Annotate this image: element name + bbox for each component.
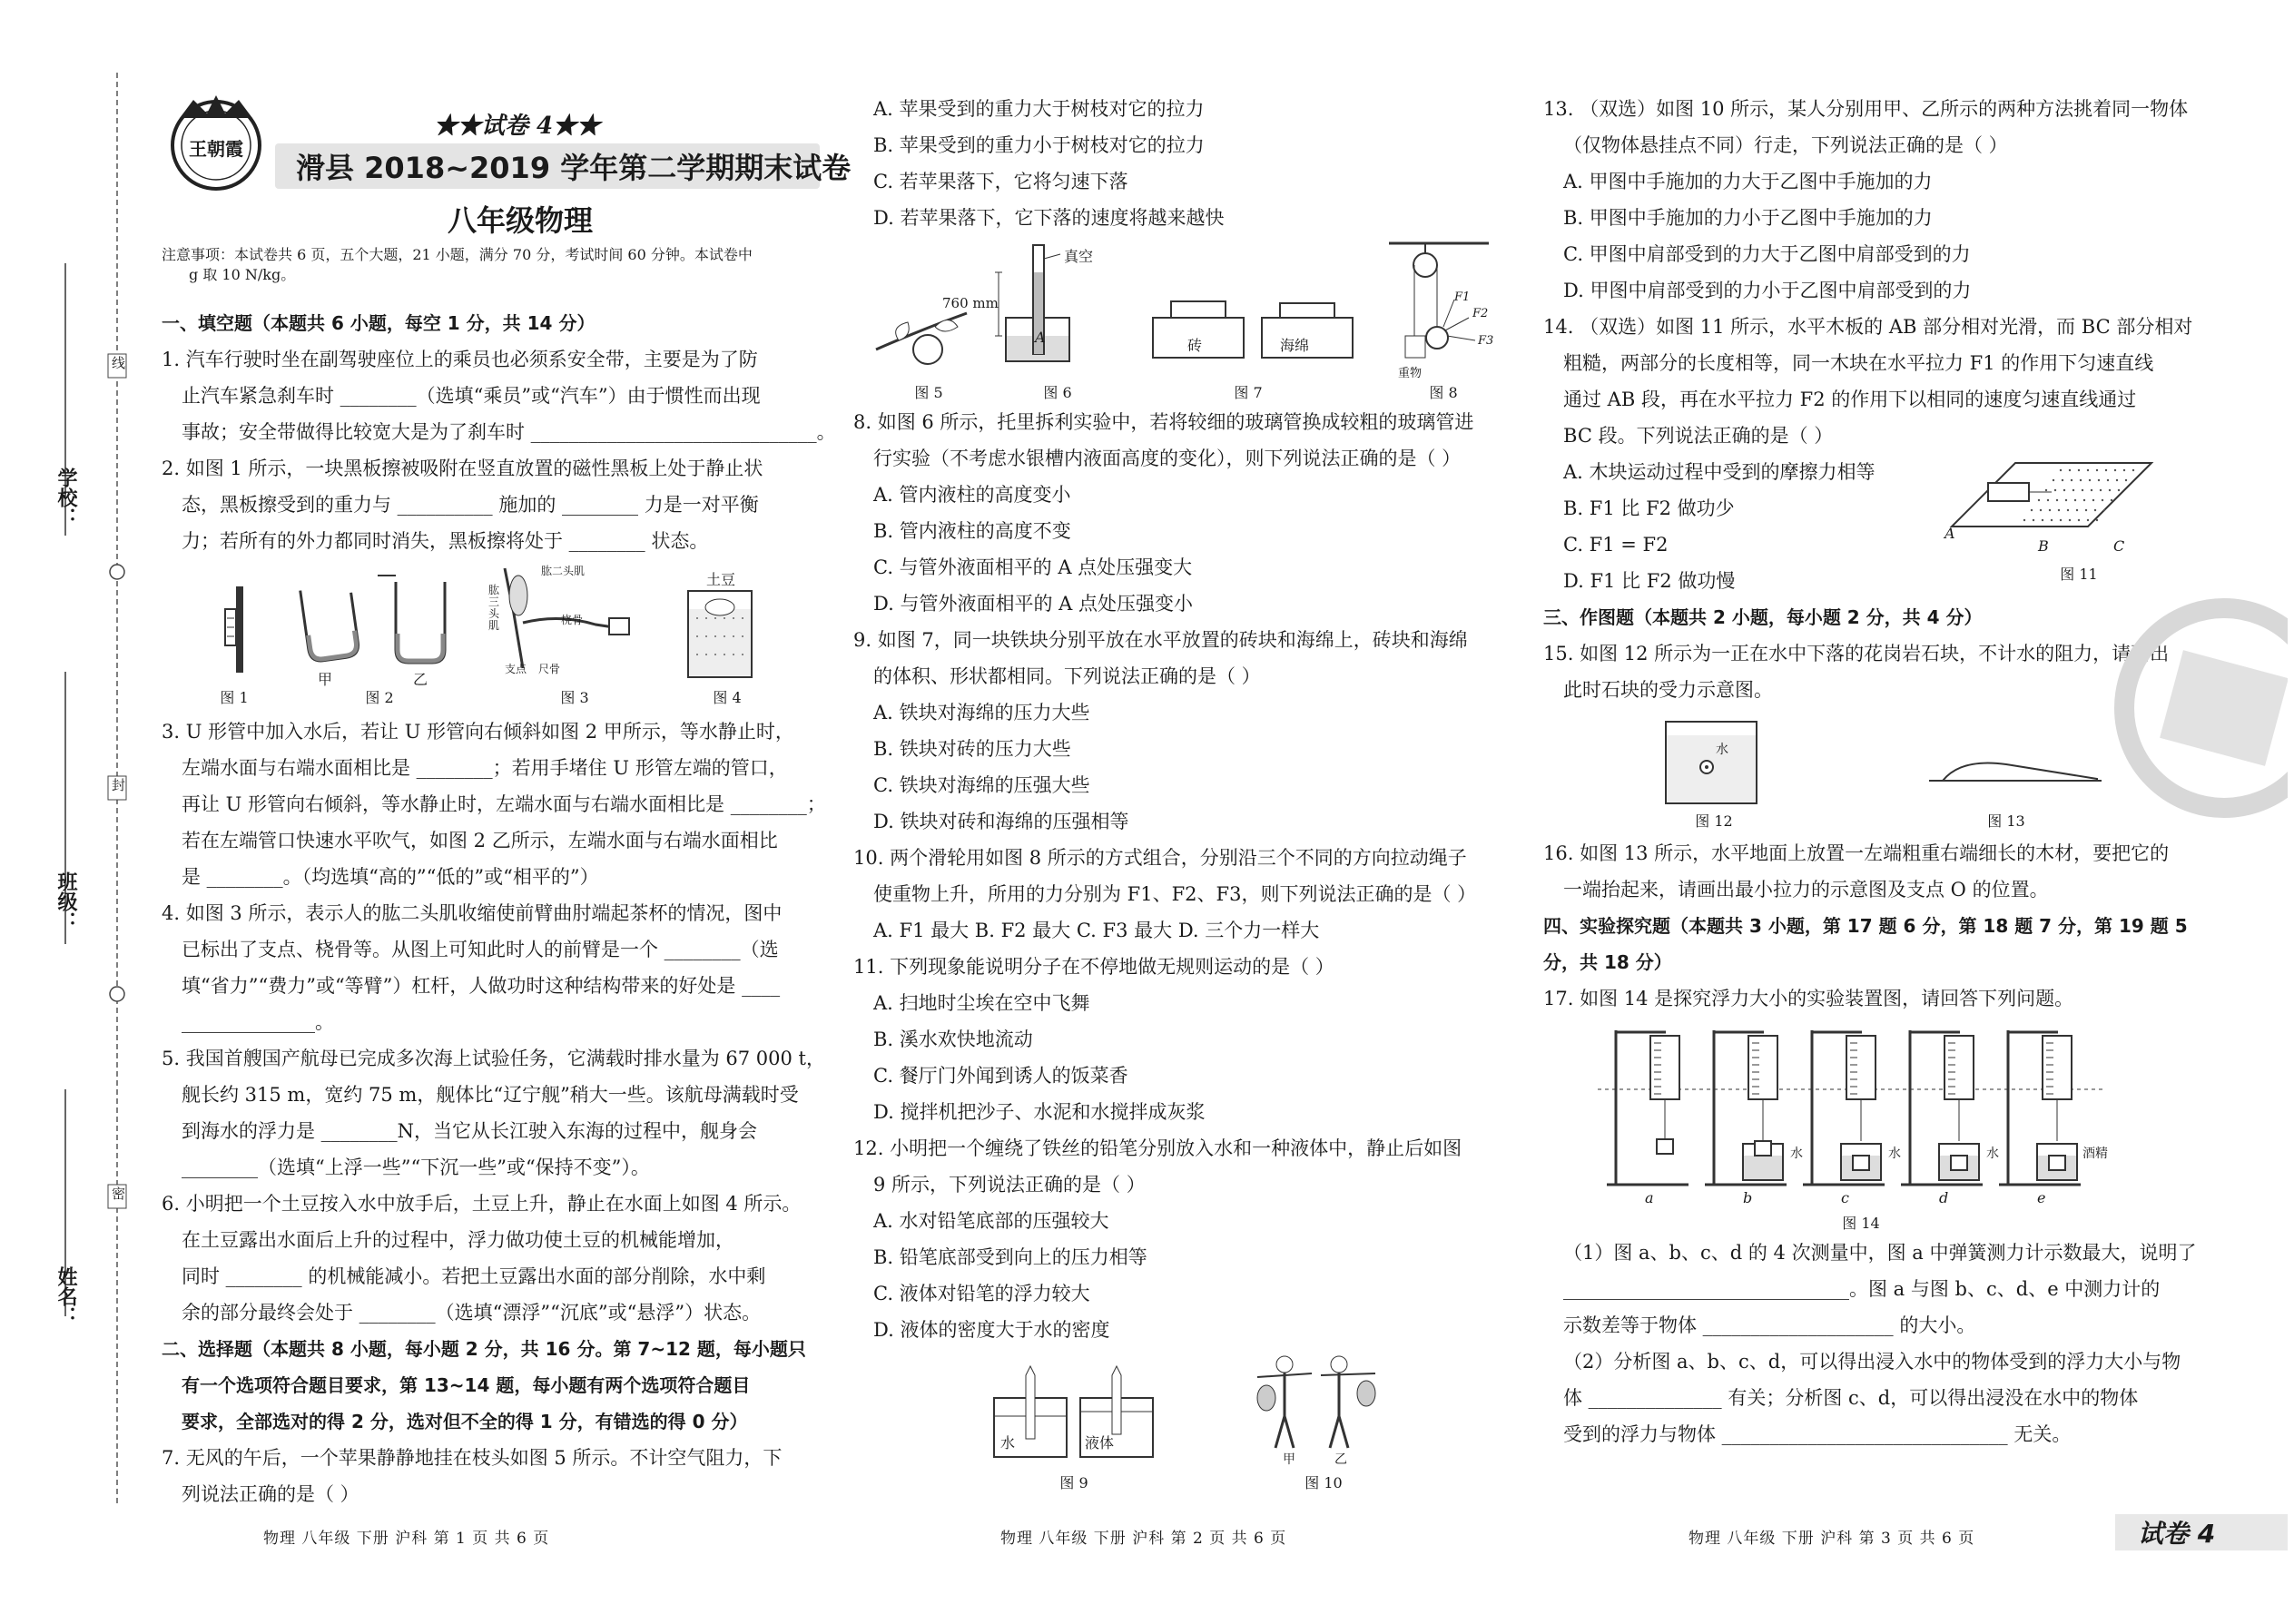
- question-line: 17. 如图 14 是探究浮力大小的实验装置图，请回答下列问题。: [1543, 988, 2074, 1009]
- paper-label: ★★试卷 4★★: [434, 113, 601, 140]
- question-line: 态，黑板擦受到的重力与 __________ 施加的 ________ 力是一对平衡: [182, 494, 759, 516]
- figure-caption: 图 8: [1429, 384, 1458, 401]
- figure-8-label: F1: [1454, 290, 1471, 304]
- notice-line: 注意事项：本试卷共 6 页，五个大题，21 小题，满分 70 分，考试时间 60 分钟。本试卷中: [162, 246, 753, 263]
- figure-11-board: [1943, 454, 2161, 545]
- option-line: B. 甲图中手施加的力小于乙图中手施加的力: [1563, 207, 1933, 229]
- figure-6-label: 真空: [1064, 248, 1094, 265]
- question-line: 5. 我国首艘国产航母已完成多次海上试验任务，它满载时排水量为 67 000 t，: [162, 1048, 825, 1069]
- q14-block: [1543, 454, 2197, 599]
- class-label: 班级：: [54, 871, 78, 931]
- option-line: A. 木块运动过程中受到的摩擦力相等: [1563, 461, 1876, 483]
- figure-8-label: F2: [1472, 307, 1489, 320]
- question-line: 同时 ________ 的机械能减小。若把土豆露出水面的部分削除，水中剩: [182, 1265, 766, 1287]
- figure-14-buoyancy-setup: [1543, 1017, 2197, 1235]
- figure-9-label: 液体: [1085, 1434, 1115, 1452]
- option-line: B. 苹果受到的重力小于树枝对它的拉力: [873, 134, 1205, 156]
- option-line: C. 餐厅门外闻到诱人的饭菜香: [873, 1065, 1128, 1087]
- option-line: A. 管内液柱的高度变小: [873, 484, 1071, 506]
- figure-11-label: A: [1944, 525, 1955, 542]
- option-line: B. 溪水欢快地流动: [873, 1029, 1033, 1050]
- figure-caption: 图 4: [713, 689, 742, 706]
- figure-caption: 图 12: [1695, 812, 1733, 830]
- column-2: [853, 91, 1507, 1502]
- question-line: 是 ________。（均选填“高的”“低的”或“相平的”）: [182, 866, 599, 888]
- figure-7-label: 砖: [1187, 337, 1203, 354]
- option-line: B. 铅笔底部受到向上的压力相等: [873, 1246, 1147, 1268]
- figure-7-brick-sponge: [1148, 290, 1357, 363]
- question-line: 1. 汽车行驶时坐在副驾驶座位上的乘员也必须系安全带，主要是为了防: [162, 349, 758, 370]
- question-line: 使重物上升，所用的力分别为 F1、F2、F3，则下列说法正确的是（ ）: [873, 883, 1477, 905]
- fig14-sub-label: e: [2037, 1189, 2046, 1206]
- notice: [162, 245, 815, 285]
- exam-subtitle: 八年级物理: [448, 203, 594, 238]
- figure-6-torricelli: [988, 236, 1124, 372]
- option-line: D. 铁块对砖和海绵的压强相等: [873, 811, 1129, 832]
- question-line: 10. 两个滑轮用如图 8 所示的方式组合，分别沿三个不同的方向拉动绳子: [853, 847, 1467, 869]
- section-title: 三、作图题（本题共 2 小题，每小题 2 分，共 4 分）: [1543, 606, 1983, 628]
- figure-caption: 图 9: [1059, 1474, 1088, 1491]
- fig14-sub-label: b: [1743, 1189, 1753, 1206]
- option-line: C. F1 = F2: [1563, 534, 1669, 556]
- figure-2b-label: 乙: [412, 671, 428, 688]
- option-line: A. F1 最大 B. F2 最大 C. F3 最大 D. 三个力一样大: [873, 920, 1320, 941]
- fig14-sub-label: c: [1841, 1189, 1849, 1206]
- watermark-stamp-icon: [2106, 590, 2288, 826]
- figure-caption: 图 10: [1305, 1474, 1343, 1491]
- question-line: 力；若所有的外力都同时消失，黑板擦将处于 ________ 状态。: [182, 530, 709, 552]
- question-line: 填“省力”“费力”或“等臂”）杠杆，人做功时这种结构带来的好处是 ____: [182, 975, 781, 997]
- option-line: D. 与管外液面相平的 A 点处压强变小: [873, 593, 1193, 615]
- question-line: 15. 如图 12 所示为一正在水中下落的花岗岩石块，不计水的阻力，请画出: [1543, 643, 2170, 664]
- question-line: 7. 无风的午后，一个苹果静静地挂在枝头如图 5 所示。不计空气阻力，下: [162, 1447, 783, 1469]
- logo-text: 王朝霞: [189, 138, 243, 160]
- option-line: A. 铁块对海绵的压力大些: [873, 702, 1090, 723]
- option-line: A. 水对铅笔底部的压强较大: [873, 1210, 1109, 1232]
- figures-12-13: [1543, 708, 2197, 835]
- notice-line: g 取 10 N/kg。: [189, 266, 296, 283]
- figure-6-label: 760 mm: [942, 295, 999, 311]
- option-line: D. 液体的密度大于水的密度: [873, 1319, 1110, 1341]
- question-line: 行实验（不考虑水银槽内液面高度的变化），则下列说法正确的是（ ）: [873, 448, 1462, 469]
- exam-title: 滑县 2018~2019 学年第二学期期末试卷: [296, 151, 852, 185]
- figure-3-label: 桡骨: [561, 614, 584, 626]
- figure-caption: 图 1: [220, 689, 249, 706]
- header: [162, 0, 852, 245]
- binding-mark-secret: 密: [110, 1186, 126, 1200]
- section-title: 四、实验探究题（本题共 3 小题，第 17 题 6 分，第 18 题 7 分，第 19 题 5: [1543, 915, 2188, 937]
- question-line: 粗糙，两部分的长度相等，同一木块在水平拉力 F1 的作用下匀速直线: [1563, 352, 2154, 374]
- section-title: 二、选择题（本题共 8 小题，每小题 2 分，共 16 分。第 7~12 题，每小题只: [162, 1338, 806, 1360]
- question-line: 到海水的浮力是 ________N，当它从长江驶入东海的过程中，舰身会: [182, 1120, 758, 1142]
- section-title: 有一个选项符合题目要求，第 13~14 题，每小题有两个选项符合题目: [182, 1374, 751, 1396]
- figure-13-log: [1925, 744, 2106, 790]
- fig14-sub-label: a: [1645, 1189, 1654, 1206]
- figure-12-label: 水: [1716, 743, 1728, 757]
- option-line: B. F1 比 F2 做功少: [1563, 497, 1735, 519]
- question-line: （1）图 a、b、c、d 的 4 次测量中，图 a 中弹簧测力计示数最大，说明了: [1563, 1242, 2197, 1264]
- school-label: 学校：: [54, 468, 78, 527]
- question-line: ________（选填“上浮一些”“下沉一些”或“保持不变”）。: [182, 1156, 650, 1178]
- question-line: 14. （双选）如图 11 所示，水平木板的 AB 部分相对光滑，而 BC 部分相对: [1543, 316, 2193, 338]
- question-line: BC 段。下列说法正确的是（ ）: [1563, 425, 1834, 447]
- figure-10-carriers: [1253, 1348, 1380, 1466]
- question-line: 舰长约 315 m，宽约 75 m，舰体比“辽宁舰”稍大一些。该航母满载时受: [182, 1084, 799, 1106]
- question-line: （仅物体悬挂点不同）行走，下列说法正确的是（ ）: [1563, 134, 2008, 156]
- question-line: 若在左端管口快速水平吹气，如图 2 乙所示，左端水面与右端水面相比: [182, 830, 778, 851]
- figure-caption: 图 5: [914, 384, 943, 401]
- question-line: 4. 如图 3 所示，表示人的肱二头肌收缩使前臂曲肘端起茶杯的情况，图中: [162, 902, 783, 924]
- question-line: 列说法正确的是（ ）: [182, 1483, 359, 1505]
- question-line: 事故；安全带做得比较宽大是为了刹车时 ______________________________。: [182, 421, 836, 443]
- figure-caption: 图 6: [1043, 384, 1072, 401]
- figure-caption: 图 11: [2060, 566, 2098, 583]
- binding-mark-seal: 封: [110, 778, 126, 792]
- binding-mark-line: 线: [110, 356, 126, 369]
- figure-8-label: F3: [1478, 334, 1494, 348]
- option-line: B. 管内液柱的高度不变: [873, 520, 1071, 542]
- figure-10-label: 甲: [1283, 1452, 1295, 1467]
- figure-12-stone-in-water: [1661, 717, 1761, 808]
- figure-2-u-tubes: [269, 568, 468, 677]
- option-line: C. 若苹果落下，它将匀速下落: [873, 171, 1128, 192]
- option-line: C. 与管外液面相平的 A 点处压强变大: [873, 556, 1193, 578]
- question-line: 再让 U 形管向右倾斜，等水静止时，左端水面与右端水面相比是 ________；: [182, 793, 826, 815]
- fig14-liquid-label: 酒精: [2082, 1147, 2108, 1161]
- figure-8-label: 重物: [1398, 367, 1423, 380]
- option-line: D. F1 比 F2 做功慢: [1563, 570, 1736, 592]
- figure-caption: 图 13: [1987, 812, 2025, 830]
- question-line: 通过 AB 段，再在水平拉力 F2 的作用下以相同的速度匀速直线通过: [1563, 389, 2137, 410]
- name-label: 姓名：: [54, 1266, 78, 1326]
- question-line: 16. 如图 13 所示，水平地面上放置一左端粗重右端细长的木材，要把它的: [1543, 842, 2170, 864]
- question-line: 体 ______________ 有关；分析图 c、d，可以得出浸没在水中的物体: [1563, 1387, 2139, 1409]
- figures-9-10: [853, 1348, 1507, 1502]
- fig14-liquid-label: 水: [1986, 1147, 1999, 1161]
- question-line: 2. 如图 1 所示，一块黑板擦被吸附在竖直放置的磁性黑板上处于静止状: [162, 458, 763, 479]
- figure-4-label: 土豆: [706, 571, 736, 588]
- question-line: 余的部分最终会处于 ________（选填“漂浮”“沉底”或“悬浮”）状态。: [182, 1302, 762, 1324]
- figure-14-drawing: [1598, 1021, 2106, 1203]
- figure-1-blackboard: [209, 577, 263, 677]
- question-line: 示数差等于物体 ____________________ 的大小。: [1563, 1314, 1976, 1336]
- figure-3-label: 肱二头肌: [541, 565, 586, 577]
- question-line: 13. （双选）如图 10 所示，某人分别用甲、乙所示的两种方法挑着同一物体: [1543, 98, 2189, 120]
- option-line: C. 甲图中肩部受到的力大于乙图中肩部受到的力: [1563, 243, 1971, 265]
- figure-2a-label: 甲: [317, 671, 332, 688]
- question-line: ______________。: [182, 1011, 334, 1033]
- fig14-liquid-label: 水: [1790, 1147, 1803, 1161]
- figure-caption: 图 7: [1234, 384, 1263, 401]
- option-line: A. 甲图中手施加的力大于乙图中手施加的力: [1563, 171, 1933, 192]
- figure-3-label: 尺骨: [538, 663, 561, 675]
- figure-4-potato-beaker: [679, 573, 770, 682]
- fig14-liquid-label: 水: [1888, 1147, 1901, 1161]
- question-line: 此时石块的受力示意图。: [1563, 679, 1773, 701]
- figures-5-8: [853, 236, 1507, 404]
- page-footer: 物理 八年级 下册 沪科 第 2 页 共 6 页: [1000, 1530, 1287, 1548]
- question-line: 6. 小明把一个土豆按入水中放手后，土豆上升，静止在水面上如图 4 所示。: [162, 1193, 802, 1215]
- figure-6-label: A: [1035, 329, 1046, 346]
- figure-3-label: 支点: [505, 663, 527, 675]
- corner-label: 试卷 4: [2138, 1519, 2216, 1549]
- question-line: 12. 小明把一个缠绕了铁丝的铅笔分别放入水和一种液体中，静止后如图: [853, 1137, 1462, 1159]
- question-line: 受到的浮力与物体 ______________________________ 无关。: [1563, 1423, 2072, 1445]
- figure-11-label: B: [2038, 537, 2049, 555]
- option-line: C. 液体对铅笔的浮力较大: [873, 1283, 1090, 1304]
- page-footer: 物理 八年级 下册 沪科 第 3 页 共 6 页: [1689, 1530, 1975, 1548]
- figure-11-label: C: [2113, 537, 2125, 555]
- question-line: 在土豆露出水面后上升的过程中，浮力做功使土豆的机械能增加，: [182, 1229, 734, 1251]
- figure-9-pencils: [989, 1362, 1162, 1462]
- option-line: B. 铁块对砖的压力大些: [873, 738, 1071, 760]
- question-line: 左端水面与右端水面相比是 ________；若用手堵住 U 形管左端的管口，: [182, 757, 788, 779]
- question-line: 8. 如图 6 所示，托里拆利实验中，若将较细的玻璃管换成较粗的玻璃管进: [853, 411, 1474, 433]
- question-line: （2）分析图 a、b、c、d，可以得出浸入水中的物体受到的浮力大小与物: [1563, 1351, 2181, 1373]
- question-line: 的体积、形状都相同。下列说法正确的是（ ）: [873, 665, 1261, 687]
- question-line: 已标出了支点、桡骨等。从图上可知此时人的前臂是一个 ________（选: [182, 939, 779, 960]
- figure-caption: 图 3: [560, 689, 589, 706]
- option-line: D. 若苹果落下，它下落的速度将越来越快: [873, 207, 1225, 229]
- section-title: 分，共 18 分）: [1543, 951, 1672, 973]
- page-footer: 物理 八年级 下册 沪科 第 1 页 共 6 页: [263, 1530, 550, 1548]
- question-line: 止汽车紧急刹车时 ________（选填“乘员”或“汽车”）由于惯性而出现: [182, 385, 761, 407]
- question-line: 3. U 形管中加入水后，若让 U 形管向右倾斜如图 2 甲所示，等水静止时，: [162, 721, 794, 743]
- section-title: 要求，全部选对的得 2 分，选对但不全的得 1 分，有错选的得 0 分）: [182, 1411, 748, 1432]
- option-line: A. 扫地时尘埃在空中飞舞: [873, 992, 1090, 1014]
- question-line: 11. 下列现象能说明分子在不停地做无规则运动的是（ ）: [853, 956, 1334, 978]
- question-line: 一端抬起来，请画出最小拉力的示意图及支点 O 的位置。: [1563, 879, 2049, 901]
- figure-10-label: 乙: [1334, 1452, 1347, 1467]
- binding-line: [0, 0, 145, 1624]
- option-line: C. 铁块对海绵的压强大些: [873, 774, 1090, 796]
- question-line: 9 所示，下列说法正确的是（ ）: [873, 1174, 1146, 1196]
- figure-caption: 图 14: [1842, 1215, 1880, 1232]
- option-line: A. 苹果受到的重力大于树枝对它的拉力: [873, 98, 1205, 120]
- section-title: 一、填空题（本题共 6 小题，每空 1 分，共 14 分）: [162, 312, 596, 334]
- question-line: 9. 如图 7，同一块铁块分别平放在水平放置的砖块和海绵上，砖块和海绵: [853, 629, 1468, 651]
- figure-7-label: 海绵: [1280, 337, 1310, 354]
- figure-caption: 图 2: [365, 689, 394, 706]
- question-line: ______________________________。图 a 与图 b、c、d、e 中测力计的: [1563, 1278, 2161, 1300]
- figure-9-label: 水: [1000, 1434, 1016, 1452]
- option-line: D. 搅拌机把沙子、水泥和水搅拌成灰浆: [873, 1101, 1206, 1123]
- column-1: [162, 0, 852, 1512]
- figures-1-4: [162, 559, 815, 714]
- column-3: [1543, 91, 2197, 1452]
- fig14-sub-label: d: [1939, 1189, 1949, 1206]
- figure-3-label: 肱三头肌: [488, 584, 500, 632]
- option-line: D. 甲图中肩部受到的力小于乙图中肩部受到的力: [1563, 280, 1972, 301]
